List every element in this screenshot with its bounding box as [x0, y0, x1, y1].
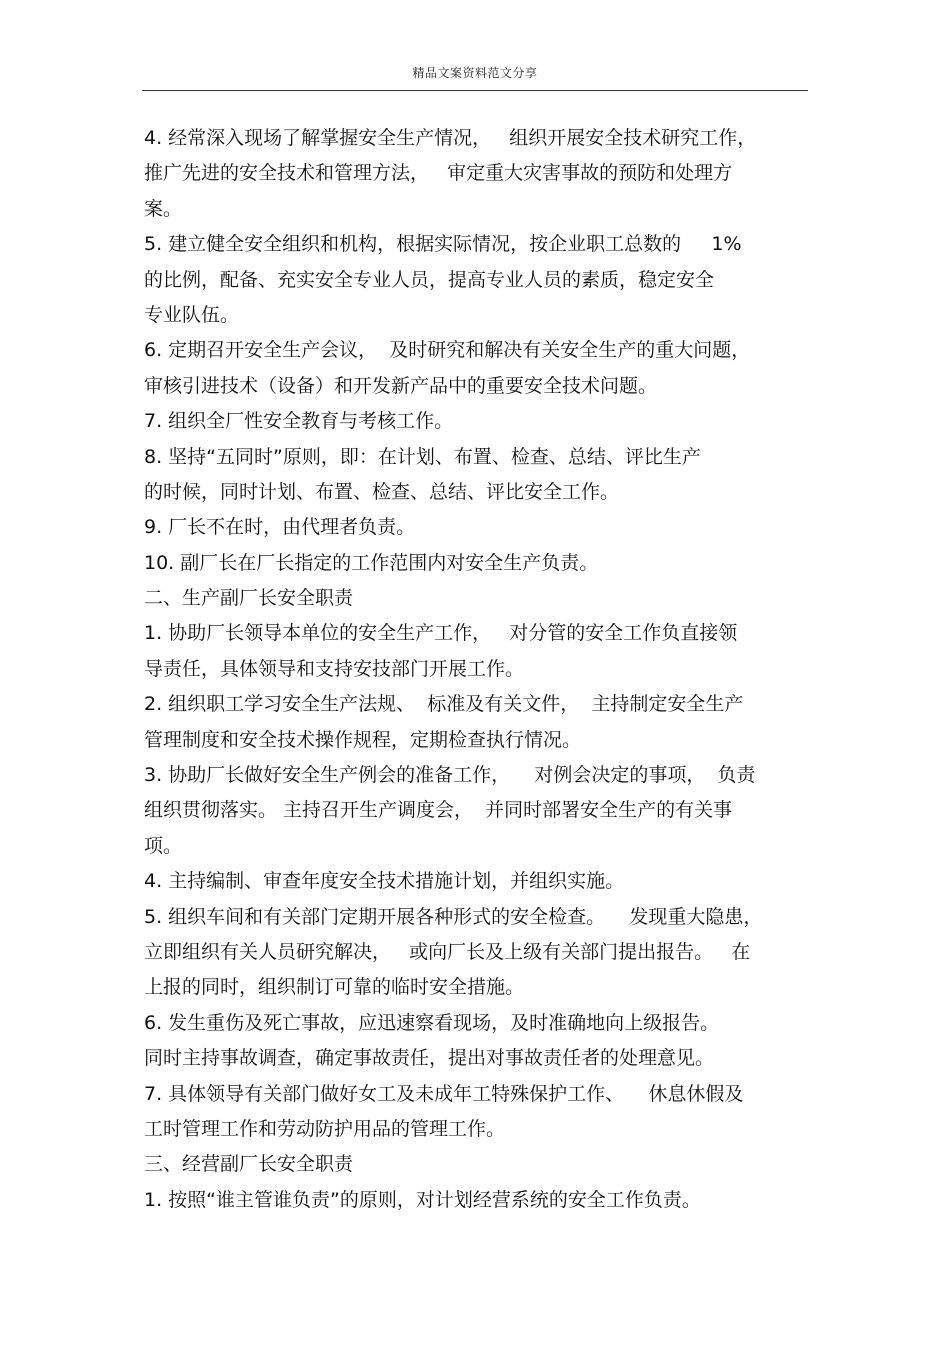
- text-line: 9. 厂长不在时，由代理者负责。: [144, 516, 416, 539]
- text-line: 上报的同时，组织制订可靠的临时安全措施。: [144, 976, 525, 999]
- text-line: 7. 具体领导有关部门做好女工及未成年工特殊保护工作、 休息休假及: [144, 1082, 744, 1105]
- text-line: 的时候，同时计划、布置、检查、总结、评比安全工作。: [144, 480, 620, 503]
- text-line: 同时主持事故调查，确定事故责任，提出对事故责任者的处理意见。: [144, 1047, 715, 1070]
- text-line: 三、经营副厂长安全职责: [144, 1153, 354, 1176]
- text-line: 4. 经常深入现场了解掌握安全生产情况， 组织开展安全技术研究工作，: [144, 127, 757, 149]
- text-line: 10. 副厂长在厂长指定的工作范围内对安全生产负责。: [144, 551, 599, 574]
- text-line: 3. 协助厂长做好安全生产例会的准备工作， 对例会决定的事项， 负责: [144, 764, 756, 787]
- text-line: 2. 组织职工学习安全生产法规、 标准及有关文件， 主持制定安全生产: [144, 693, 744, 716]
- document-body: [144, 121, 808, 1218]
- text-line: 导责任，具体领导和支持安技部门开展工作。: [144, 657, 525, 680]
- text-line: 管理制度和安全技术操作规程，定期检查执行情况。: [144, 728, 582, 751]
- page-header-title: 精品文案资料范文分享: [412, 66, 538, 80]
- text-line: 的比例，配备、充实安全专业人员，提高专业人员的素质，稳定安全: [144, 268, 715, 291]
- text-line: 案。: [144, 197, 183, 220]
- text-line: 7. 组织全厂性安全教育与考核工作。: [144, 410, 454, 433]
- text-line: 工时管理工作和劳动防护用品的管理工作。: [144, 1117, 506, 1140]
- text-line: 4. 主持编制、审查年度安全技术措施计划，并组织实施。: [144, 870, 625, 893]
- text-line: 立即组织有关人员研究解决， 或向厂长及上级有关部门提出报告。 在: [144, 940, 751, 963]
- text-line: 二、生产副厂长安全职责: [144, 587, 354, 610]
- text-line: 6. 发生重伤及死亡事故，应迅速察看现场，及时准确地向上级报告。: [144, 1011, 720, 1034]
- text-line: 1. 按照“谁主管谁负责”的原则，对计划经营系统的安全工作负责。: [144, 1188, 701, 1211]
- text-line: 1. 协助厂长领导本单位的安全生产工作， 对分管的安全工作负直接领: [144, 622, 738, 645]
- text-line: 8. 坚持“五同时”原则，即：在计划、布置、检查、总结、评比生产: [144, 445, 701, 468]
- text-line: 项。: [144, 834, 183, 857]
- text-line: 审核引进技术（设备）和开发新产品中的重要安全技术问题。: [144, 374, 658, 397]
- text-line: 5. 组织车间和有关部门定期开展各种形式的安全检查。 发现重大隐患，: [144, 905, 763, 928]
- text-line: 组织贯彻落实。 主持召开生产调度会， 并同时部署安全生产的有关事: [144, 799, 733, 822]
- text-line: 专业队伍。: [144, 303, 240, 326]
- header-divider: [142, 90, 808, 91]
- text-line: 5. 建立健全安全组织和机构，根据实际情况，按企业职工总数的 1%: [144, 233, 742, 256]
- text-line: 6. 定期召开安全生产会议， 及时研究和解决有关安全生产的重大问题，: [144, 339, 751, 362]
- text-line: 推广先进的安全技术和管理方法， 审定重大灾害事故的预防和处理方: [144, 162, 733, 185]
